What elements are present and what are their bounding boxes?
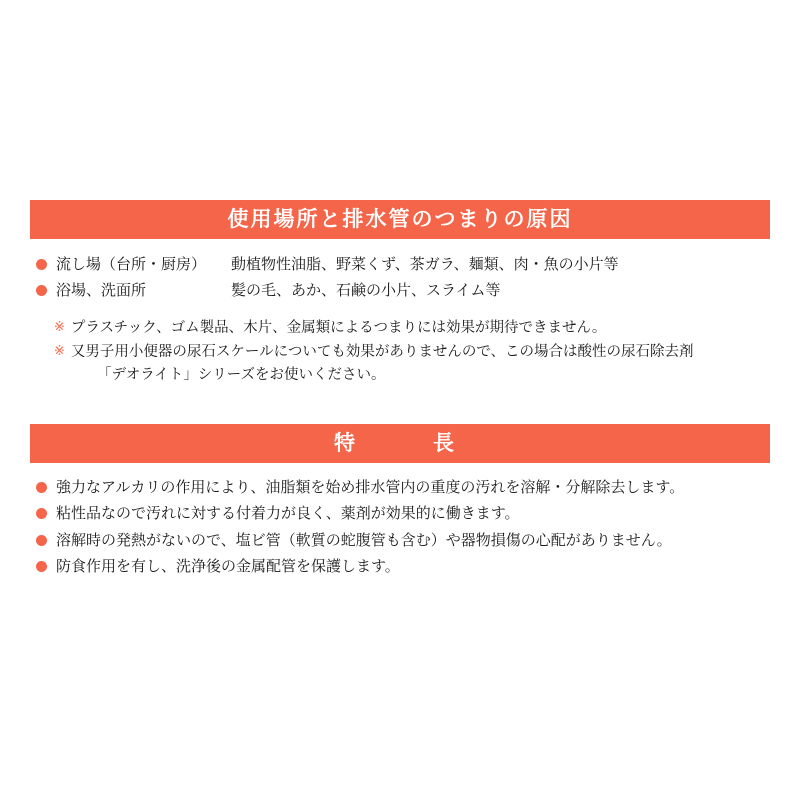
usage-cause-text: 髪の毛、あか、石鹸の小片、スライム等 bbox=[231, 280, 501, 299]
usage-place-label: 流し場（台所・厨房） bbox=[56, 255, 207, 274]
bullet-icon bbox=[36, 535, 47, 546]
feature-text: 溶解時の発熱がないので、塩ビ管（軟質の蛇腹管も含む）や器物損傷の心配がありません。 bbox=[56, 530, 672, 549]
bullet-icon bbox=[36, 482, 47, 493]
asterisk-icon: ※ bbox=[54, 320, 65, 336]
note-text: プラスチック、ゴム製品、木片、金属類によるつまりには効果が期待できません。 bbox=[70, 320, 607, 337]
bullet-icon bbox=[36, 561, 47, 572]
feature-text: 粘性品なので汚れに対する付着力が良く、薬剤が効果的に働きます。 bbox=[56, 504, 520, 523]
usage-cause-text: 動植物性油脂、野菜くず、茶ガラ、麺類、肉・魚の小片等 bbox=[231, 255, 619, 274]
note-item bbox=[54, 341, 770, 364]
feature-text: 強力なアルカリの作用により、油脂類を始め排水管内の重度の汚れを溶解・分解除去します。 bbox=[56, 477, 685, 496]
bullet-icon bbox=[36, 285, 47, 296]
feature-text: 防食作用を有し、洗浄後の金属配管を保護します。 bbox=[56, 557, 400, 576]
usage-section-heading: 使用場所と排水管のつまりの原因 bbox=[30, 200, 770, 239]
list-item bbox=[36, 529, 770, 552]
content-area bbox=[30, 200, 770, 582]
note-text: 又男子用小便器の尿石スケールについても効果がありませんので、この場合は酸性の尿石除去剤 bbox=[70, 343, 694, 360]
asterisk-icon: ※ bbox=[54, 343, 65, 359]
list-item bbox=[36, 279, 770, 302]
usage-list bbox=[30, 253, 770, 301]
bullet-icon bbox=[36, 508, 47, 519]
features-list bbox=[30, 476, 770, 578]
list-item bbox=[36, 555, 770, 578]
features-section-heading: 特 長 bbox=[30, 424, 770, 463]
list-item bbox=[36, 253, 770, 276]
list-item bbox=[36, 502, 770, 525]
bullet-icon bbox=[36, 259, 47, 270]
list-item bbox=[36, 476, 770, 499]
usage-notes bbox=[30, 317, 770, 387]
note-continuation-text: 「デオライト」シリーズをお使いください。 bbox=[97, 367, 386, 384]
note-item bbox=[54, 317, 770, 340]
usage-place-label: 浴場、洗面所 bbox=[56, 280, 147, 299]
